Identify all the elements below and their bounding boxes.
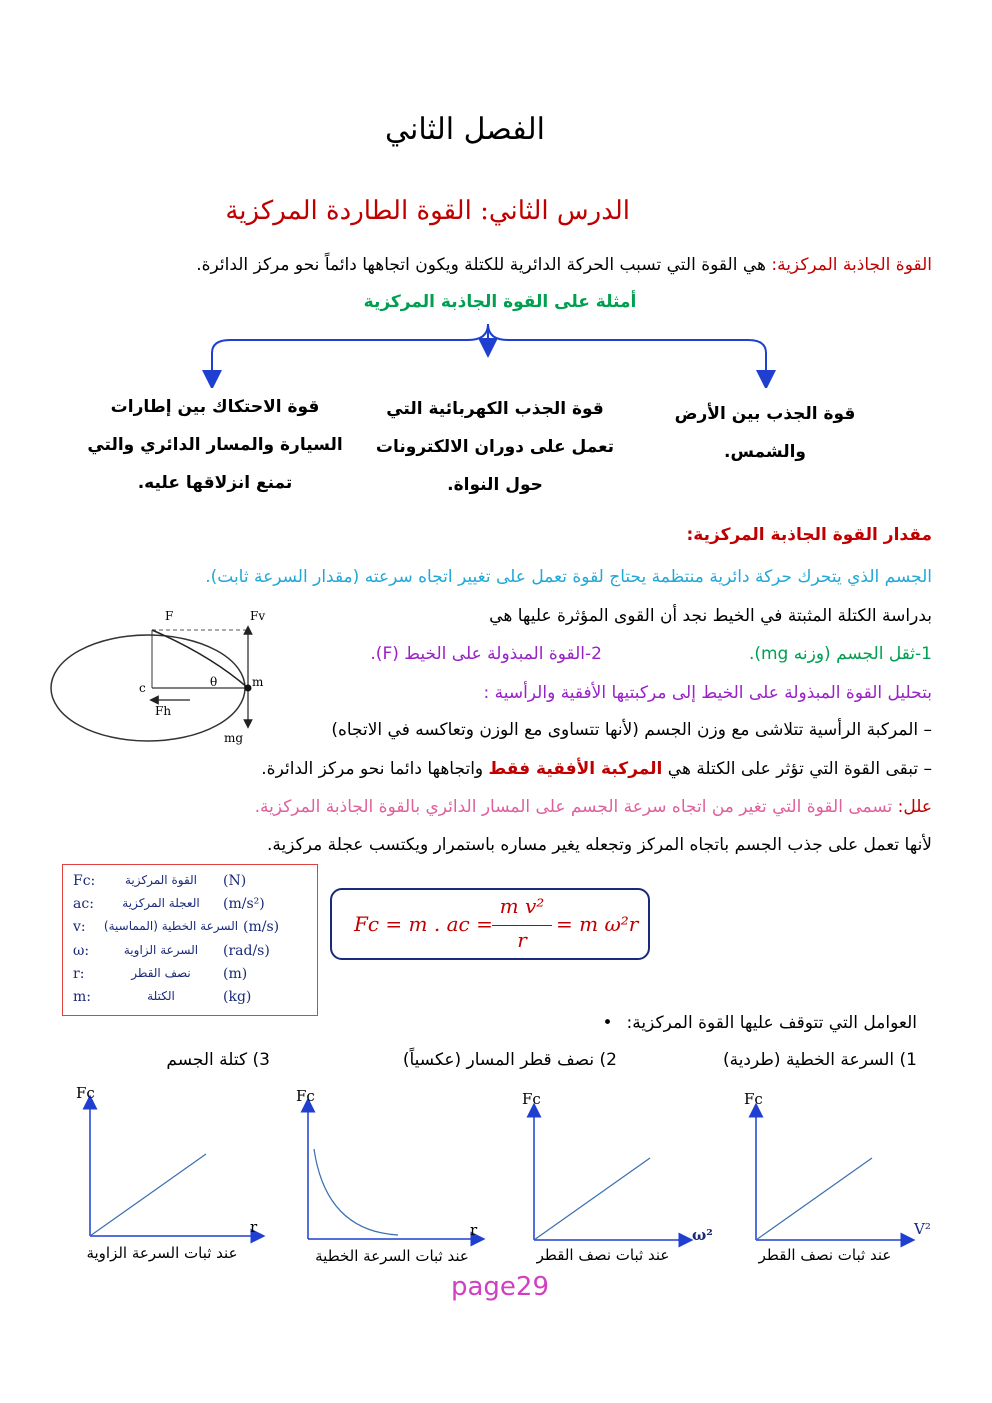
- symbols-legend: [62, 864, 318, 1016]
- reason-label: علل:: [897, 797, 932, 817]
- graph-omega: [518, 1088, 728, 1288]
- force-diagram: [50, 600, 280, 750]
- graph-caption: عند ثبات السرعة الزاوية: [86, 1244, 238, 1262]
- graph-line: [756, 1158, 872, 1240]
- legend-row: m: الكتلة (kg): [73, 989, 252, 1005]
- examples-title: أمثلة على القوة الجاذبة المركزية: [363, 292, 637, 312]
- formula-rhs: = m ω²r: [556, 912, 639, 936]
- examples-brace-diagram: [200, 318, 790, 388]
- label-mg: mg: [224, 731, 244, 745]
- centripetal-formula: [330, 888, 650, 960]
- label-theta: θ: [210, 675, 218, 689]
- graph-angular: [72, 1080, 272, 1280]
- legend-row: Fc: القوة المركزية (N): [73, 873, 247, 889]
- graph-v2: [740, 1088, 950, 1288]
- label-c: c: [139, 681, 146, 695]
- force-weight: 1-ثقل الجسم (وزنه mg).: [748, 644, 932, 664]
- graph-x-label: r: [470, 1221, 478, 1239]
- factor-mass: 3) كتلة الجسم: [166, 1050, 270, 1070]
- graph-line: [90, 1154, 206, 1236]
- graph-x-label: ω²: [692, 1226, 713, 1244]
- graph-y-label: Fc: [76, 1084, 95, 1102]
- mass-point: [245, 685, 252, 692]
- definition: [52, 255, 932, 275]
- legend-row: v: السرعة الخطية (المماسية) (m/s): [73, 919, 280, 935]
- graph-x-label: V²: [914, 1220, 931, 1238]
- string-line: [152, 630, 248, 688]
- label-Fh: Fh: [155, 704, 172, 718]
- example-electric: قوة الجذب الكهربائية التي تعمل على دوران الالكترونات حول النواة.: [375, 399, 615, 495]
- reason-answer: لأنها تعمل على جذب الجسم باتجاه المركز وتجعله يغير مساره باستمرار ويكتسب عجلة مركزية.: [266, 835, 932, 855]
- graph-y-label: Fc: [296, 1087, 315, 1105]
- factor-radius: 2) نصف قطر المسار (عكسياً): [402, 1050, 617, 1070]
- formula-numerator: m v²: [499, 894, 545, 918]
- label-m: m: [252, 675, 264, 689]
- bullet-horizontal: – تبقى القوة التي تؤثر على الكتلة هي المركبة الأفقية فقط واتجاهها دائما نحو مركز الدائرة.: [261, 759, 932, 779]
- factor-speed: 1) السرعة الخطية (طردية): [722, 1050, 917, 1070]
- page-number: page29: [450, 1272, 550, 1302]
- reason-question: علل: تسمى القوة التي تغير من اتجاه سرعة الجسم على المسار الدائري بالقوة الجاذبة المركزية.: [254, 797, 932, 817]
- graph-y-label: Fc: [522, 1090, 541, 1108]
- graph-y-label: Fc: [744, 1090, 763, 1108]
- example-earth-sun: قوة الجذب بين الأرض والشمس.: [674, 404, 856, 462]
- force-string: 2-القوة المبذولة على الخيط (F).: [370, 644, 602, 664]
- label-F: F: [165, 609, 174, 623]
- label-Fv: Fv: [250, 609, 266, 623]
- magnitude-heading: مقدار القوة الجاذبة المركزية:: [686, 525, 932, 545]
- graph-caption: عند ثبات نصف القطر: [536, 1246, 670, 1264]
- graph-caption: عند ثبات نصف القطر: [758, 1246, 892, 1264]
- formula-denominator: r: [517, 928, 527, 952]
- string-study: بدراسة الكتلة المثبتة في الخيط نجد أن القوى المؤثرة عليها هي: [489, 606, 932, 626]
- graph-linear-speed: [292, 1083, 492, 1283]
- lesson-title: الدرس الثاني: القوة الطاردة المركزية: [225, 196, 630, 226]
- definition-text: هي القوة التي تسبب الحركة الدائرية للكتلة ويكون اتجاهها دائماً نحو مركز الدائرة.: [196, 255, 766, 275]
- analysis-line: بتحليل القوة المبذولة على الخيط إلى مركبتيها الأفقية والرأسية :: [483, 683, 932, 703]
- chapter-title: الفصل الثاني: [385, 112, 545, 147]
- graph-caption: عند ثبات السرعة الخطية: [315, 1247, 469, 1265]
- legend-row: ω: السرعة الزاوية (rad/s): [73, 943, 270, 959]
- legend-row: r: نصف القطر (m): [73, 966, 248, 982]
- definition-term: القوة الجاذبة المركزية:: [771, 255, 932, 275]
- graph-curve: [314, 1149, 398, 1235]
- bullet-vertical: – المركبة الرأسية تتلاشى مع وزن الجسم (لأنها تتساوى مع الوزن وتعاكسه في الاتجاه): [331, 720, 932, 740]
- graph-line: [534, 1158, 650, 1240]
- graph-x-label: r: [250, 1218, 258, 1236]
- fraction-bar: [492, 925, 552, 926]
- highlight-horizontal: المركبة الأفقية فقط: [488, 759, 663, 779]
- factors-heading: العوامل التي تتوقف عليها القوة المركزية:•: [602, 1013, 917, 1033]
- legend-row: ac: العجلة المركزية (m/s²): [73, 896, 265, 912]
- formula-lhs: Fc = m . ac =: [354, 912, 493, 936]
- magnitude-intro: الجسم الذي يتحرك حركة دائرية منتظمة يحتاج لقوة تعمل على تغيير اتجاه سرعته (مقدار السرعة ثابت).: [205, 567, 932, 587]
- example-friction: قوة الاحتكاك بين إطارات السيارة والمسار الدائري والتي تمنع انزلاقها عليه.: [87, 397, 343, 493]
